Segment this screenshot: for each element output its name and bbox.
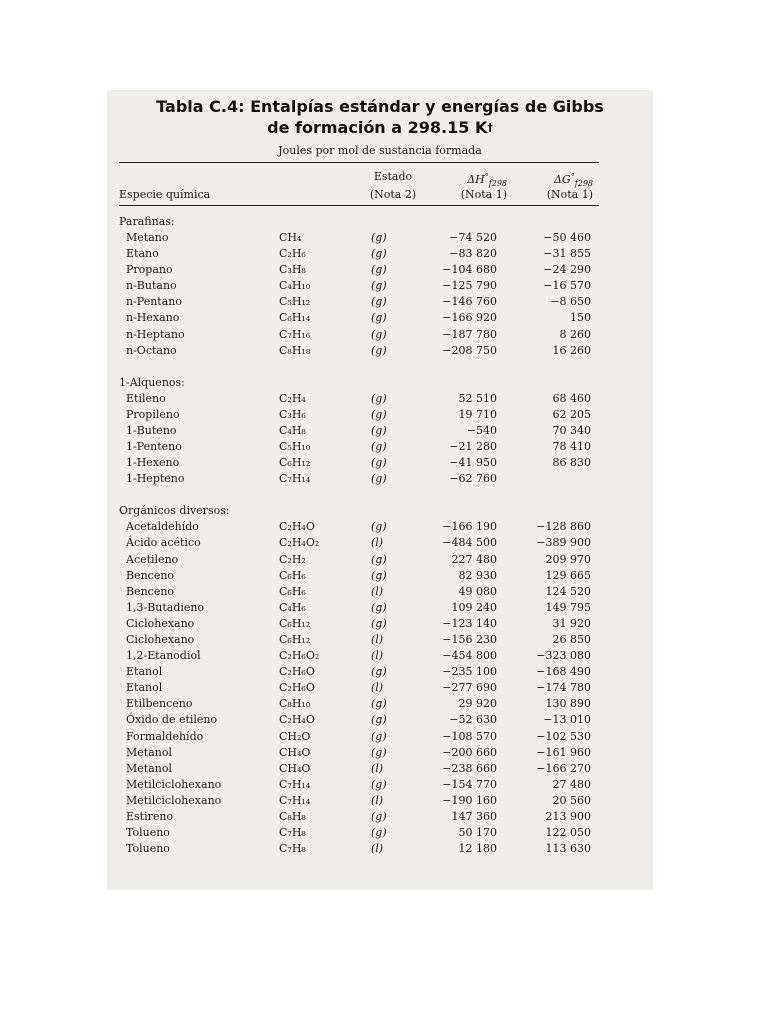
physical-state: (l) <box>371 584 384 598</box>
gibbs-value: 16 260 <box>552 343 591 357</box>
species-name: Metilciclohexano <box>126 777 222 791</box>
chemical-formula: CH₄ <box>279 231 302 244</box>
physical-state: (g) <box>371 616 387 630</box>
physical-state: (g) <box>371 456 387 470</box>
species-name: 1-Buteno <box>126 423 177 437</box>
enthalpy-value: −83 820 <box>449 247 497 261</box>
chemical-formula: C₂H₆ <box>279 247 306 261</box>
table-row <box>107 825 653 841</box>
gibbs-value: 129 665 <box>545 568 591 582</box>
table-row <box>107 230 653 246</box>
chemical-formula: C₇H₁₆ <box>279 327 311 341</box>
chemical-formula: C₇H₈ <box>279 842 306 856</box>
physical-state: (g) <box>371 391 387 405</box>
gibbs-value: −50 460 <box>543 231 591 244</box>
title-line-2-text: de formación a 298.15 K <box>267 118 488 137</box>
gibbs-value: 27 480 <box>552 777 591 791</box>
physical-state: (g) <box>371 279 387 293</box>
enthalpy-value: −125 790 <box>442 279 497 293</box>
gibbs-value: 122 050 <box>545 826 591 840</box>
enthalpy-value: 82 930 <box>458 568 497 582</box>
chemical-formula: C₆H₁₄ <box>279 311 311 325</box>
physical-state: (g) <box>371 520 387 534</box>
enthalpy-value: −200 660 <box>442 745 497 759</box>
header-species: Especie química <box>119 188 211 201</box>
species-name: 1-Hepteno <box>126 472 185 486</box>
gibbs-value: −168 490 <box>536 665 591 679</box>
physical-state: (g) <box>371 407 387 421</box>
chemical-formula: C₂H₆O <box>279 665 315 679</box>
gibbs-value: −102 530 <box>536 729 591 743</box>
enthalpy-value: 29 920 <box>458 697 497 711</box>
enthalpy-value: −41 950 <box>449 456 497 470</box>
gibbs-value: −13 010 <box>543 713 591 727</box>
enthalpy-value: −235 100 <box>442 665 497 679</box>
gibbs-value: 62 205 <box>552 407 591 421</box>
gibbs-value: −323 080 <box>536 649 591 663</box>
gibbs-value: 213 900 <box>545 810 591 823</box>
gibbs-value: 20 560 <box>552 793 591 807</box>
physical-state: (l) <box>371 842 384 856</box>
species-name: Estireno <box>126 810 174 823</box>
data-table <box>107 214 653 857</box>
enthalpy-value: −187 780 <box>442 327 497 341</box>
gibbs-value: −8 650 <box>550 295 591 309</box>
section-title: Parafinas: <box>119 215 175 228</box>
enthalpy-value: 52 510 <box>458 391 497 405</box>
enthalpy-value: −21 280 <box>449 440 497 454</box>
gibbs-value: −24 290 <box>543 263 591 277</box>
gibbs-value: −166 270 <box>536 761 591 775</box>
enthalpy-value: −238 660 <box>442 761 497 775</box>
chemical-formula: CH₂O <box>279 729 311 743</box>
chemical-formula: C₂H₄O <box>279 520 315 534</box>
chemical-formula: C₇H₈ <box>279 826 306 840</box>
table-row <box>107 455 653 471</box>
table-row <box>107 407 653 423</box>
physical-state: (l) <box>371 649 384 663</box>
species-name: Ciclohexano <box>126 632 195 646</box>
gibbs-value: 68 460 <box>552 391 591 405</box>
enthalpy-value: 50 170 <box>458 826 497 840</box>
physical-state: (g) <box>371 713 387 727</box>
chemical-formula: C₆H₆ <box>279 584 306 598</box>
table-row <box>107 648 653 664</box>
scanned-page <box>107 90 653 890</box>
table-row <box>107 696 653 712</box>
gibbs-value: 150 <box>570 311 591 325</box>
physical-state: (g) <box>371 231 387 244</box>
chemical-formula: C₆H₁₂ <box>279 616 311 630</box>
species-name: n-Octano <box>126 343 177 357</box>
physical-state: (g) <box>371 472 387 486</box>
header-gibbs-sub: f298 <box>574 179 593 188</box>
header-state-note: (Nota 2) <box>369 188 417 201</box>
table-row <box>107 310 653 326</box>
physical-state: (g) <box>371 311 387 325</box>
gibbs-value: 8 260 <box>559 327 591 341</box>
enthalpy-value: 147 360 <box>451 810 497 823</box>
table-row <box>107 535 653 551</box>
species-name: Metanol <box>126 745 172 759</box>
section-spacer <box>107 487 653 503</box>
species-name: Etanol <box>126 665 163 679</box>
enthalpy-value: −166 190 <box>442 520 497 534</box>
chemical-formula: CH₄O <box>279 761 311 775</box>
species-name: Etano <box>126 247 159 261</box>
title-line-2 <box>107 117 653 138</box>
header-enthalpy-degree: ° <box>484 172 489 181</box>
chemical-formula: C₅H₁₀ <box>279 440 311 454</box>
section-spacer <box>107 359 653 375</box>
enthalpy-value: −108 570 <box>442 729 497 743</box>
physical-state: (g) <box>371 440 387 454</box>
chemical-formula: C₄H₁₀ <box>279 279 311 293</box>
table-row <box>107 584 653 600</box>
units-subtitle: Joules por mol de sustancia formada <box>278 144 482 157</box>
enthalpy-value: −454 800 <box>442 649 497 663</box>
enthalpy-value: −74 520 <box>449 231 497 244</box>
table-row <box>107 519 653 535</box>
chemical-formula: C₅H₁₂ <box>279 295 311 309</box>
gibbs-value: 149 795 <box>545 600 591 614</box>
header-enthalpy-symbol: ΔH <box>467 173 485 186</box>
header-enthalpy-sub: f298 <box>488 179 507 188</box>
enthalpy-value: −104 680 <box>442 263 497 277</box>
species-name: n-Hexano <box>126 311 180 325</box>
species-name: Metano <box>126 231 169 244</box>
enthalpy-value: 227 480 <box>451 552 497 566</box>
table-row <box>107 246 653 262</box>
gibbs-value: 26 850 <box>552 632 591 646</box>
species-name: n-Pentano <box>126 295 182 309</box>
chemical-formula: C₈H₁₀ <box>279 697 311 711</box>
enthalpy-value: −156 230 <box>442 632 497 646</box>
chemical-formula: C₂H₄O₂ <box>279 536 320 550</box>
table-row <box>107 809 653 825</box>
chemical-formula: C₆H₁₂ <box>279 456 311 470</box>
species-name: 1,3-Butadieno <box>126 600 205 614</box>
species-name: Acetileno <box>126 552 179 566</box>
enthalpy-value: −123 140 <box>442 616 497 630</box>
table-row <box>107 600 653 616</box>
table-row <box>107 712 653 728</box>
header-gibbs-degree: ° <box>570 172 575 181</box>
table-row <box>107 616 653 632</box>
section-title: Orgánicos diversos: <box>119 504 230 518</box>
table-row <box>107 761 653 777</box>
species-name: Óxido de etileno <box>126 713 218 727</box>
physical-state: (g) <box>371 263 387 277</box>
table-row <box>107 552 653 568</box>
species-name: Acetaldehído <box>126 520 199 534</box>
species-name: Propano <box>126 263 173 277</box>
physical-state: (g) <box>371 777 387 791</box>
species-name: Formaldehído <box>126 729 204 743</box>
gibbs-value: −161 960 <box>536 745 591 759</box>
physical-state: (g) <box>371 745 387 759</box>
enthalpy-value: −62 760 <box>449 472 497 486</box>
physical-state: (g) <box>371 343 387 357</box>
table-row <box>107 278 653 294</box>
header-state: Estado <box>373 170 413 183</box>
chemical-formula: C₇H₁₄ <box>279 472 311 486</box>
chemical-formula: CH₄O <box>279 745 311 759</box>
chemical-formula: C₂H₂ <box>279 552 306 566</box>
species-name: Etileno <box>126 391 166 405</box>
gibbs-value: −128 860 <box>536 520 591 534</box>
chemical-formula: C₂H₄ <box>279 391 306 405</box>
table-row <box>107 664 653 680</box>
physical-state: (g) <box>371 810 387 823</box>
species-name: Benceno <box>126 568 175 582</box>
chemical-formula: C₈H₁₈ <box>279 343 311 357</box>
gibbs-value: −31 855 <box>543 247 591 261</box>
header-top-rule <box>119 162 599 163</box>
species-name: Benceno <box>126 584 175 598</box>
chemical-formula: C₄H₆ <box>279 600 306 614</box>
table-row <box>107 327 653 343</box>
physical-state: (g) <box>371 423 387 437</box>
chemical-formula: C₄H₈ <box>279 423 306 437</box>
enthalpy-value: 109 240 <box>451 600 497 614</box>
table-row <box>107 423 653 439</box>
table-row <box>107 343 653 359</box>
chemical-formula: C₇H₁₄ <box>279 777 311 791</box>
gibbs-value: −174 780 <box>536 681 591 695</box>
physical-state: (l) <box>371 632 384 646</box>
enthalpy-value: −277 690 <box>442 681 497 695</box>
species-name: 1-Hexeno <box>126 456 180 470</box>
table-row <box>107 262 653 278</box>
gibbs-value: 78 410 <box>552 440 591 454</box>
enthalpy-value: −146 760 <box>442 295 497 309</box>
species-name: n-Heptano <box>126 327 185 341</box>
physical-state: (l) <box>371 761 384 775</box>
species-name: Tolueno <box>126 842 170 856</box>
enthalpy-value: −52 630 <box>449 713 497 727</box>
section-title: 1-Alquenos: <box>119 375 185 389</box>
enthalpy-value: −540 <box>466 423 497 437</box>
chemical-formula: C₂H₆O <box>279 681 315 695</box>
physical-state: (g) <box>371 729 387 743</box>
species-name: 1,2-Etanodiol <box>126 649 201 663</box>
table-row <box>107 568 653 584</box>
chemical-formula: C₇H₁₄ <box>279 793 311 807</box>
gibbs-value: 209 970 <box>545 552 591 566</box>
gibbs-value: 124 520 <box>545 584 591 598</box>
species-name: Metilciclohexano <box>126 793 222 807</box>
chemical-formula: C₈H₈ <box>279 810 306 823</box>
table-row <box>107 777 653 793</box>
chemical-formula: C₂H₄O <box>279 713 315 727</box>
physical-state: (l) <box>371 536 384 550</box>
table-row <box>107 729 653 745</box>
table-row <box>107 294 653 310</box>
physical-state: (g) <box>371 247 387 261</box>
header-enthalpy-note: (Nota 1) <box>460 188 507 201</box>
enthalpy-value: −484 500 <box>442 536 497 550</box>
gibbs-value: 130 890 <box>545 697 591 711</box>
enthalpy-value: 12 180 <box>458 842 497 856</box>
table-row <box>107 680 653 696</box>
species-name: Ácido acético <box>126 536 201 550</box>
gibbs-value: 113 630 <box>545 842 591 856</box>
chemical-formula: C₃H₆ <box>279 407 306 421</box>
gibbs-value: 86 830 <box>552 456 591 470</box>
species-name: Etanol <box>126 681 163 695</box>
header-bottom-rule <box>119 205 599 206</box>
table-row <box>107 632 653 648</box>
species-name: 1-Penteno <box>126 440 182 454</box>
species-name: Etilbenceno <box>126 697 193 711</box>
physical-state: (g) <box>371 327 387 341</box>
table-row <box>107 793 653 809</box>
table-row <box>107 439 653 455</box>
enthalpy-value: 19 710 <box>458 407 497 421</box>
gibbs-value: 70 340 <box>552 423 591 437</box>
physical-state: (l) <box>371 793 384 807</box>
enthalpy-value: −154 770 <box>442 777 497 791</box>
physical-state: (l) <box>371 681 384 695</box>
gibbs-value: −16 570 <box>543 279 591 293</box>
page-title <box>107 96 653 138</box>
physical-state: (g) <box>371 600 387 614</box>
title-footnote-mark: † <box>487 121 493 134</box>
species-name: Propileno <box>126 407 180 421</box>
enthalpy-value: 49 080 <box>458 584 497 598</box>
species-name: Ciclohexano <box>126 616 195 630</box>
chemical-formula: C₆H₁₂ <box>279 632 311 646</box>
physical-state: (g) <box>371 295 387 309</box>
physical-state: (g) <box>371 665 387 679</box>
enthalpy-value: −166 920 <box>442 311 497 325</box>
table-row <box>107 391 653 407</box>
table-row <box>107 841 653 857</box>
table-row <box>107 471 653 487</box>
physical-state: (g) <box>371 697 387 711</box>
physical-state: (g) <box>371 568 387 582</box>
header-gibbs-note: (Nota 1) <box>546 188 593 201</box>
table-row <box>107 745 653 761</box>
species-name: Metanol <box>126 761 172 775</box>
gibbs-value: −389 900 <box>536 536 591 550</box>
title-line-1: Tabla C.4: Entalpías estándar y energías de Gibbs <box>156 97 604 116</box>
species-name: Tolueno <box>126 826 170 840</box>
enthalpy-value: −190 160 <box>442 793 497 807</box>
chemical-formula: C₆H₆ <box>279 568 306 582</box>
physical-state: (g) <box>371 552 387 566</box>
chemical-formula: C₂H₆O₂ <box>279 649 320 663</box>
chemical-formula: C₃H₈ <box>279 263 306 277</box>
enthalpy-value: −208 750 <box>442 343 497 357</box>
header-gibbs-symbol: ΔG <box>554 173 571 186</box>
species-name: n-Butano <box>126 279 177 293</box>
gibbs-value: 31 920 <box>552 616 591 630</box>
physical-state: (g) <box>371 826 387 840</box>
